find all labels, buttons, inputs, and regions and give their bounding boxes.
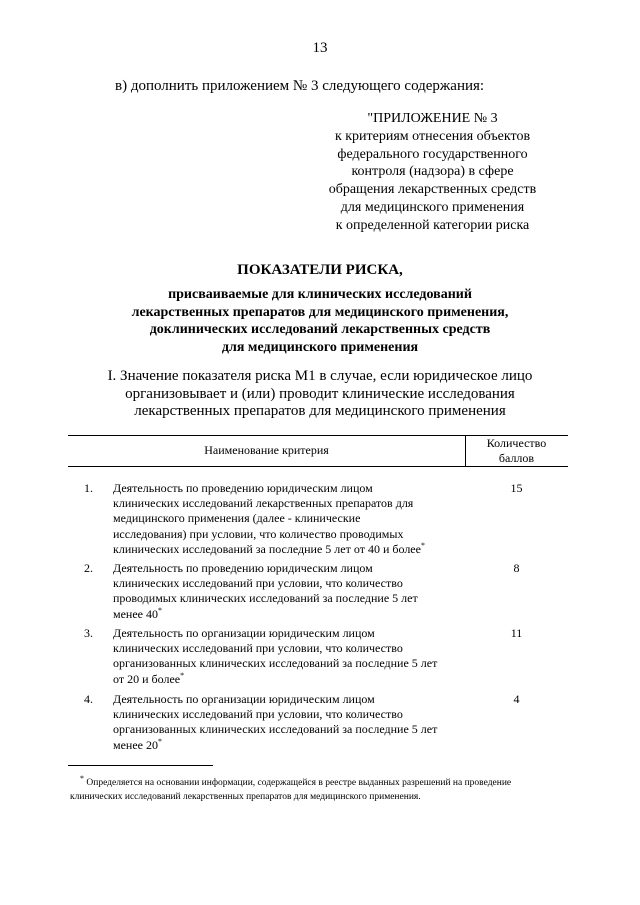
footnote-marker: *: [158, 736, 162, 746]
document-title: ПОКАЗАТЕЛИ РИСКА,: [237, 262, 403, 278]
document-subtitle: [0, 286, 640, 356]
footnote-marker: *: [180, 670, 185, 680]
section-title-line: лекарственных препаратов для медицинского применения: [134, 403, 506, 419]
row-number: 4.: [84, 692, 93, 706]
criterion-line-text: менее 40: [113, 606, 158, 621]
header-criterion: Наименование критерия: [204, 443, 329, 457]
appendix-line: обращения лекарственных средств: [328, 182, 537, 198]
criterion-line: организованных клинических исследований за последние 5 лет: [113, 722, 438, 737]
appendix-line: федерального государственного: [337, 146, 528, 162]
criterion-line: [113, 672, 463, 687]
footnote-separator: [68, 765, 213, 766]
row-score: 4: [513, 692, 520, 706]
header-score: [465, 436, 568, 466]
row-criterion: [113, 692, 463, 753]
appendix-line: к критериям отнесения объектов: [334, 128, 531, 144]
row-number: 2.: [84, 561, 93, 575]
table-header-rule: [68, 466, 568, 467]
criterion-line: исследования) при условии, что количество проводимых: [113, 526, 404, 541]
criterion-line-text: клинических исследований за последние 5 лет от 40 и более: [113, 541, 421, 556]
criterion-line: клинических исследований при условии, что количество: [113, 576, 403, 591]
section-title-line: I. Значение показателя риска М1 в случае, если юридическое лицо: [107, 368, 533, 384]
footnote-line: [70, 791, 570, 805]
row-number: 1.: [84, 481, 93, 495]
criterion-line: Деятельность по проведению юридическим лицом: [113, 481, 373, 495]
section-title-line: организовывает и (или) проводит клинические исследования: [125, 385, 515, 402]
section-title: [0, 368, 640, 421]
subtitle-line: присваиваемые для клинических исследований: [168, 287, 472, 302]
footnote-line-text: Определяется на основании информации, содержащейся в реестре выданных разрешений на проведение: [86, 778, 512, 788]
header-score-line: Количество: [486, 436, 547, 450]
footnote-marker: *: [158, 605, 162, 615]
criterion-line: [113, 607, 463, 622]
criterion-line: Деятельность по проведению юридическим лицом: [113, 561, 373, 575]
footnote: [70, 773, 570, 804]
header-score-line: баллов: [498, 451, 535, 465]
appendix-heading: [300, 110, 565, 235]
row-criterion: [113, 626, 463, 687]
row-score: 8: [513, 561, 520, 575]
criterion-line: Деятельность по организации юридическим лицом: [113, 692, 375, 706]
appendix-line: к определенной категории риска: [335, 217, 530, 233]
criterion-line: клинических исследований при условии, что количество: [113, 707, 403, 722]
criterion-line: клинических исследований лекарственных препаратов для: [113, 496, 414, 511]
intro-line: в) дополнить приложением № 3 следующего содержания:: [115, 78, 485, 94]
criterion-line: [113, 542, 463, 557]
appendix-line: для медицинского применения: [340, 199, 525, 215]
footnote-line: [80, 773, 570, 791]
appendix-line: "ПРИЛОЖЕНИЕ № 3: [367, 111, 498, 126]
criterion-line: медицинского применения (далее - клинические: [113, 511, 361, 526]
row-criterion: [113, 481, 463, 557]
footnote-marker: *: [420, 540, 425, 550]
criterion-line-text: от 20 и более: [113, 671, 181, 686]
subtitle-line: для медицинского применения: [221, 339, 419, 355]
criterion-line: организованных клинических исследований за последние 5 лет: [113, 656, 438, 671]
appendix-line: контроля (надзора) в сфере: [351, 164, 514, 180]
subtitle-line: лекарственных препаратов для медицинского применения,: [131, 304, 509, 320]
criterion-line: [113, 738, 463, 753]
criterion-line: клинических исследований при условии, что количество: [113, 641, 403, 656]
criterion-line: Деятельность по организации юридическим лицом: [113, 626, 375, 640]
criterion-line: проводимых клинических исследований за последние 5 лет: [113, 591, 418, 606]
row-criterion: [113, 561, 463, 622]
footnote-marker: *: [80, 773, 84, 783]
footnote-line-text: клинических исследований лекарственных препаратов для медицинского применения.: [70, 791, 421, 802]
row-score: 15: [510, 481, 523, 495]
row-number: 3.: [84, 626, 93, 640]
page-number: 13: [312, 40, 328, 56]
criterion-line-text: менее 20: [113, 737, 158, 752]
subtitle-line: доклинических исследований лекарственных средств: [149, 322, 491, 337]
row-score: 11: [510, 626, 523, 640]
